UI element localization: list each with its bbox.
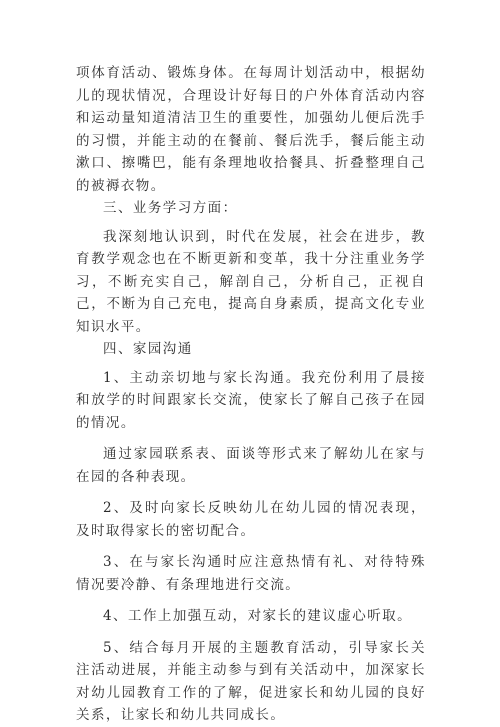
section-heading-professional-study: 三、业务学习方面： xyxy=(103,200,238,216)
paragraph-daily-routine: 项体育活动、锻炼身体。在每周计划活动中，根据幼儿的现状情况，合理设计好每日的户外体育活动内容和运动量知道清洁卫生的重要性，加强幼儿便后洗手的习惯，并能主动的在餐前、餐后洗手，餐后能主动漱口、擦嘴巴，能有条理地收拾餐具、折叠整理自己的被褥衣物。 xyxy=(76,65,426,194)
document-body xyxy=(76,62,426,727)
paragraph-professional-study: 我深刻地认识到，时代在发展，社会在进步，教育教学观念也在不断更新和变革，我十分注重业务学习，不断充实自己，解剖自己，分析自己，正视自己，不断为自己充电，提高自身素质，提高文化专业知识水平。 xyxy=(76,228,426,335)
section-heading-home-school-communication: 四、家园沟通 xyxy=(103,341,193,357)
paragraph-item-1: 1、主动亲切地与家长沟通。我充份利用了晨接和放学的时间跟家长交流，使家长了解自己孩子在园的情况。 xyxy=(76,369,426,431)
paragraph-item-4: 4、工作上加强互动，对家长的建议虚心听取。 xyxy=(103,608,413,624)
paragraph-contact-forms: 通过家园联系表、面谈等形式来了解幼儿在家与在园的各种表现。 xyxy=(76,446,426,485)
paragraph-item-5: 5、结合每月开展的主题教育活动，引导家长关注活动进展，并能主动参与到有关活动中，加深家长对幼儿园教育工作的了解，促进家长和幼儿园的良好关系，让家长和幼儿共同成长。 xyxy=(76,639,426,723)
paragraph-item-2: 2、及时向家长反映幼儿在幼儿园的情况表现，及时取得家长的密切配合。 xyxy=(76,500,426,539)
paragraph-item-3: 3、在与家长沟通时应注意热情有礼、对待特殊情况要冷静、有条理地进行交流。 xyxy=(76,554,426,593)
